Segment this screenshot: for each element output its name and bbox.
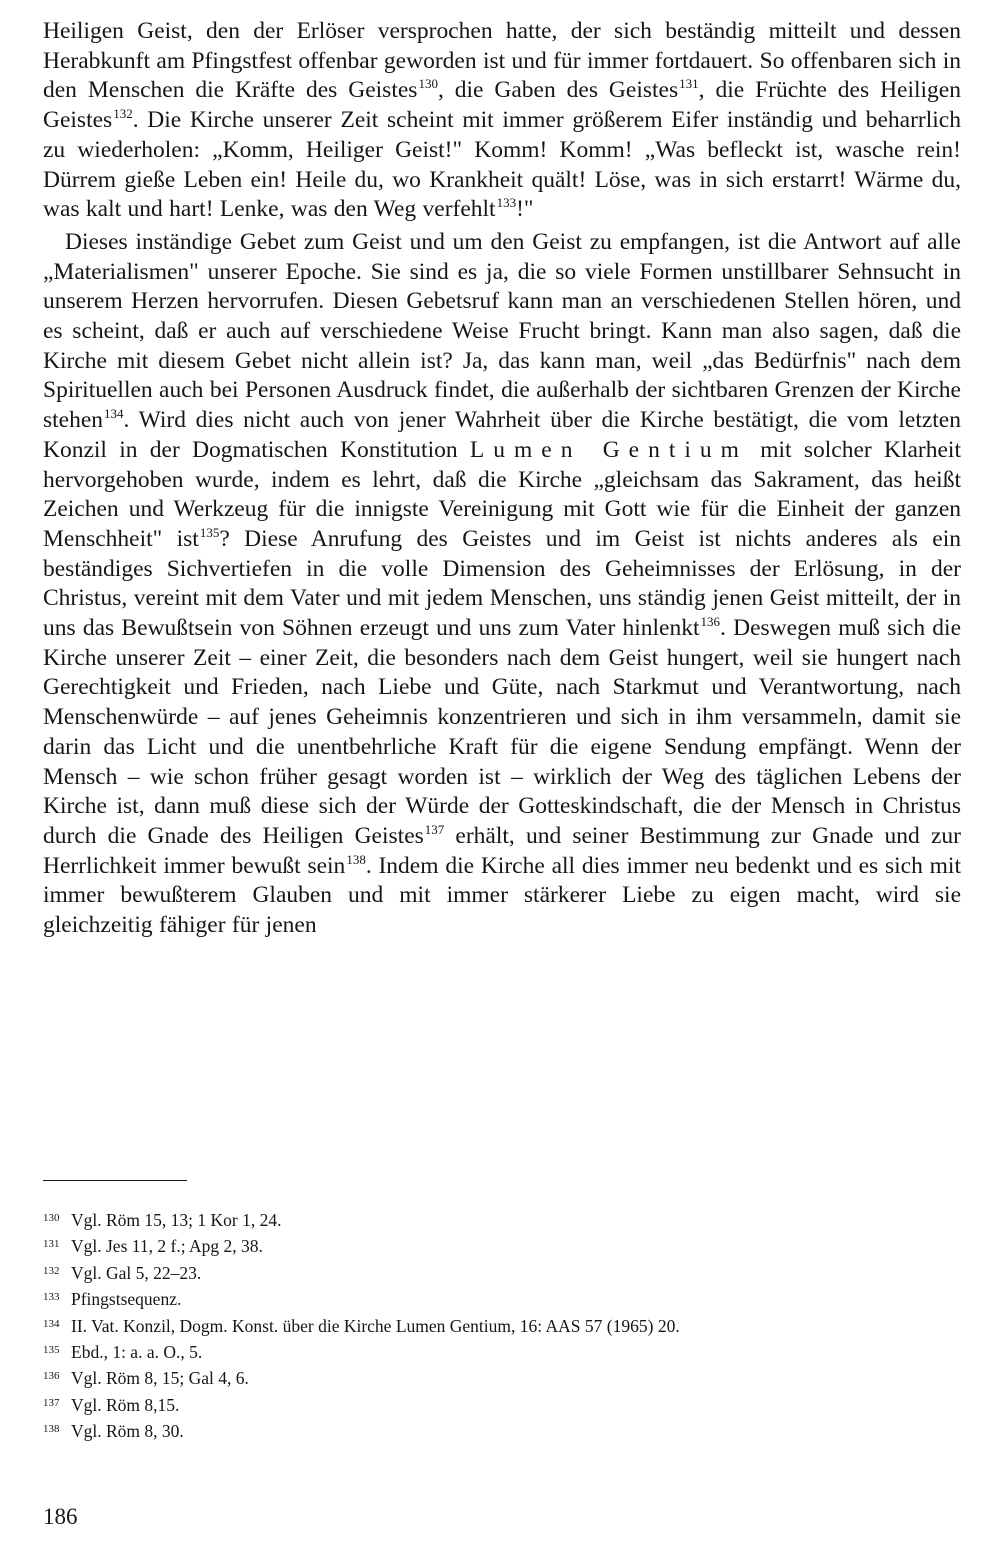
footnote-ref: 136 xyxy=(700,614,721,630)
text-run: erhält, und seiner Bestimmung zur Gnade und zur Herrlichkeit immer bewußt sein xyxy=(43,822,961,879)
paragraph-1 xyxy=(43,17,961,225)
main-text xyxy=(43,17,961,941)
text-run: !" xyxy=(516,196,534,223)
footnote-separator xyxy=(43,1180,187,1181)
text-run: mit solcher Klarheit hervorgehoben wurde, indem es lehrt, daß die Kirche „gleichsam das Sakrament, das heißt Zeichen und Werkzeug für die innigste Vereinigung mit Gott wie für die Einheit der ganzen Menschheit" ist xyxy=(43,436,961,552)
text-run: . Wird dies nicht auch von jener Wahrheit über die Kirche bestätigt, die vom letzten Konzil in der Dogmatischen Konstitution xyxy=(43,407,961,463)
footnote-text: II. Vat. Konzil, Dogm. Konst. über die Kirche Lumen Gentium, 16: AAS 57 (1965) 20. xyxy=(71,1315,680,1336)
footnote-number: 131 xyxy=(43,1238,60,1251)
footnote-number: 130 xyxy=(43,1212,60,1224)
text-run: ? Diese Anrufung des Geistes und im Geist ist nichts anderes als ein beständiges Sichvertiefen in die volle Dimension des Geheimnisses der Erlösung, in der Christus, vereint mit dem Vater und mit jedem Menschen, uns ständig jenen Geist mitteilt, der in uns das Bewußtsein von Söhnen erzeugt und uns zum Vater hinlenkt xyxy=(43,525,961,642)
text-run: , die Früchte des Heiligen Geistes xyxy=(43,77,961,134)
footnote-text: Vgl. Jes 11, 2 f.; Apg 2, 38. xyxy=(71,1236,263,1257)
footnote-item xyxy=(43,1285,961,1311)
text-run: Heiligen Geist, den der Erlöser versprochen hatte, der sich beständig mitteilt und dessen Herabkunft am Pfingstfest offenbar geworden ist und für immer fortdauert. So offenbaren sich in den Menschen die Kräfte des Geistes xyxy=(43,18,961,104)
footnote-ref: 134 xyxy=(104,406,124,422)
page-number: 186 xyxy=(43,1504,78,1529)
footnote-item xyxy=(43,1312,961,1338)
text-run: Dieses inständige Gebet zum Geist und um den Geist zu empfangen, ist die Antwort auf alle „Materialismen" unserer Epoche. Sie sind es ja, die so viele Formen unstillbarer Sehnsucht in unserem Herzen hervorrufen. Diesen Gebetsruf kann man an verschiedenen Stellen hören, und es scheint, daß er auch auf verschiedene Weise Frucht bringt. Kann man also sagen, daß die Kirche mit diesem Gebet nicht allein ist? Ja, das kann man, weil „das Bedürfnis" nach dem Spirituellen auch bei Personen Ausdruck findet, die außerhalb der sichtbaren Grenzen der Kirche stehen xyxy=(43,228,961,434)
text-run: . Die Kirche unserer Zeit scheint mit immer größerem Eifer inständig und beharrlich zu wiederholen: „Komm, Heiliger Geist!" Komm! Komm! „Was befleckt ist, wasche rein! Dürrem gieße Leben ein! Heile du, wo Krankheit quält! Löse, was in sich erstarrt! Wärme du, was kalt und hart! Lenke, was den Weg verfehlt xyxy=(43,107,961,223)
footnote-text: Vgl. Röm 8, 30. xyxy=(71,1421,184,1442)
footnote-number: 133 xyxy=(43,1291,60,1304)
footnote-item xyxy=(43,1259,961,1285)
footnote-text: Vgl. Röm 15, 13; 1 Kor 1, 24. xyxy=(71,1210,282,1230)
footnote-item xyxy=(43,1391,961,1417)
document-title-spaced: Lumen Gentium xyxy=(469,436,748,463)
footnote-number: 137 xyxy=(43,1396,60,1409)
footnote-item xyxy=(43,1232,961,1258)
footnote-item xyxy=(43,1206,961,1232)
text-run: , die Gaben des Geistes xyxy=(437,77,679,104)
footnote-ref: 133 xyxy=(496,195,517,211)
footnote-ref: 135 xyxy=(199,524,220,540)
text-run: . Deswegen muß sich die Kirche unserer Zeit – einer Zeit, die besonders nach dem Geist hungert, weil sie hungert nach Gerechtigkeit und Frieden, nach Liebe und Güte, nach Starkmut und Verantwortung, nach Menschenwürde – auf jenes Geheimnis konzentrieren und sich in ihm versammeln, damit sie darin das Licht und die unentbehrliche Kraft für die eigene Sendung empfängt. Wenn der Mensch – wie schon früher gesagt worden ist – wirklich der Weg des täglichen Lebens der Kirche ist, dann muß diese sich der Würde der Gotteskindschaft, die der Mensch in Christus durch die Gnade des Heiligen Geistes xyxy=(43,615,961,849)
footnote-text: Vgl. Gal 5, 22–23. xyxy=(71,1262,202,1283)
footnote-ref: 130 xyxy=(418,76,438,92)
footnote-ref: 131 xyxy=(679,76,699,92)
text-run: . Indem die Kirche all dies immer neu bedenkt und es sich mit immer bewußterem Glauben und mit immer stärkerer Liebe zu eigen macht, wird sie gleichzeitig fähiger für jenen xyxy=(43,852,961,939)
footnote-text: Pfingstsequenz. xyxy=(71,1289,182,1310)
footnote-ref: 137 xyxy=(424,821,445,837)
footnote-text: Vgl. Röm 8,15. xyxy=(71,1394,180,1415)
footnote-number: 138 xyxy=(43,1423,60,1436)
footnote-item xyxy=(43,1338,961,1364)
footnote-item xyxy=(43,1364,961,1390)
footnote-number: 135 xyxy=(43,1344,60,1357)
paragraph-2 xyxy=(43,228,961,941)
footnote-number: 136 xyxy=(43,1370,60,1383)
footnote-text: Ebd., 1: a. a. O., 5. xyxy=(71,1342,203,1363)
footnote-ref: 132 xyxy=(113,106,133,122)
footnote-text: Vgl. Röm 8, 15; Gal 4, 6. xyxy=(71,1368,249,1389)
footnote-number: 132 xyxy=(43,1264,60,1277)
footnote-ref: 138 xyxy=(346,851,366,867)
footnotes xyxy=(43,1206,961,1444)
footnote-number: 134 xyxy=(43,1317,60,1330)
footnote-item xyxy=(43,1417,961,1443)
